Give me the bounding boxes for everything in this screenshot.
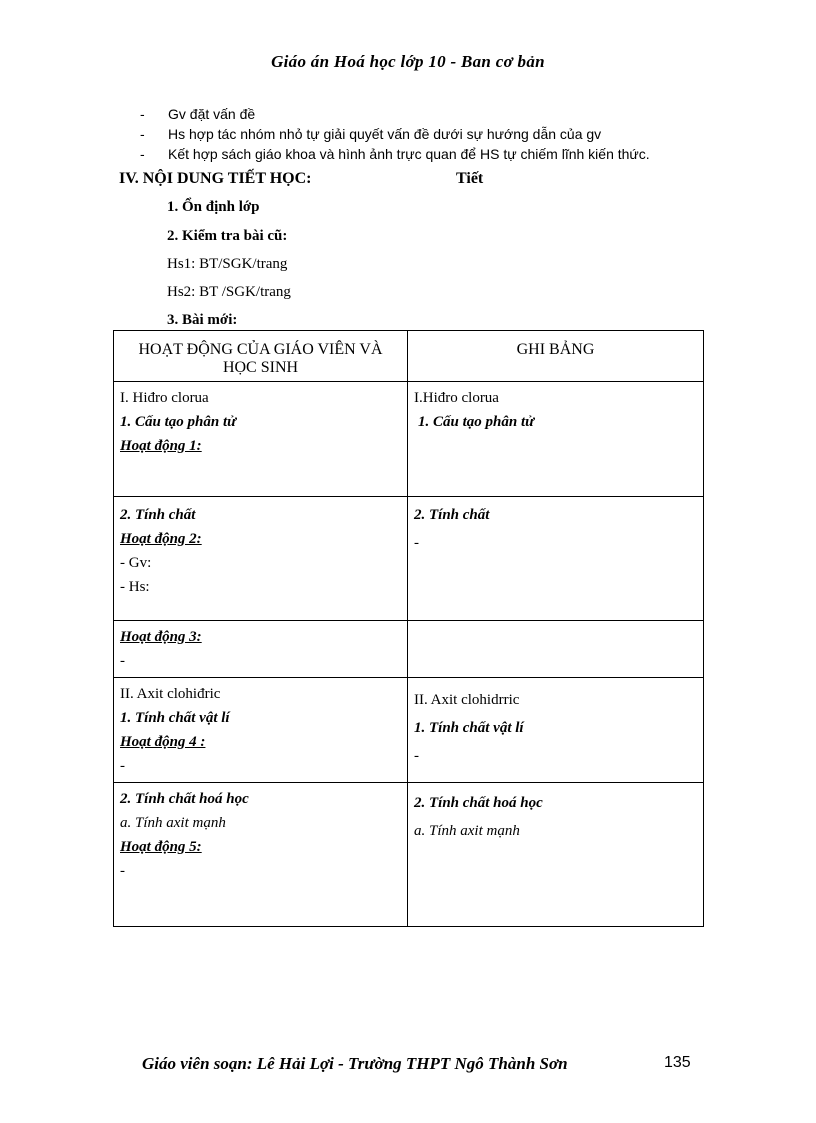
page-number: 135 bbox=[664, 1054, 691, 1071]
table-row bbox=[114, 783, 704, 927]
table-cell: 2. Tính chất Hoạt động 2: - Gv: - Hs: bbox=[114, 497, 408, 621]
col-activities-header: HOẠT ĐỘNG CỦA GIÁO VIÊN VÀ HỌC SINH bbox=[114, 331, 408, 382]
homework-1: Hs1: BT/SGK/trang bbox=[167, 256, 288, 272]
table-cell: 2. Tính chất - bbox=[408, 497, 704, 621]
homework-2: Hs2: BT /SGK/trang bbox=[167, 284, 291, 300]
table-cell: Hoạt động 3: - bbox=[114, 621, 408, 678]
step-2: 2. Kiểm tra bài cũ: bbox=[167, 228, 288, 244]
section-heading bbox=[119, 170, 484, 188]
lesson-table bbox=[113, 330, 704, 927]
col-board-header: GHI BẢNG bbox=[408, 331, 704, 382]
table-row bbox=[114, 678, 704, 783]
table-cell: 2. Tính chất hoá học a. Tính axit mạnh bbox=[408, 783, 704, 927]
table-cell: II. Axit clohiđric 1. Tính chất vật lí Hoạt động 4 : - bbox=[114, 678, 408, 783]
section-title: IV. NỘI DUNG TIẾT HỌC: bbox=[119, 170, 312, 187]
table-cell: I.Hiđro clorua 1. Cấu tạo phân tử bbox=[408, 382, 704, 497]
page-header: Giáo án Hoá học lớp 10 - Ban cơ bản bbox=[271, 52, 545, 71]
table-row bbox=[114, 621, 704, 678]
table-header-row bbox=[114, 331, 704, 382]
step-1: 1. Ổn định lớp bbox=[167, 199, 260, 215]
list-item: - Gv đặt vấn đề bbox=[140, 106, 256, 122]
page-footer: Giáo viên soạn: Lê Hải Lợi - Trường THPT Ngô Thành Sơn bbox=[142, 1054, 568, 1073]
method-list bbox=[140, 104, 650, 164]
table-row bbox=[114, 382, 704, 497]
list-item: - Kết hợp sách giáo khoa và hình ảnh trực quan để HS tự chiếm lĩnh kiến thức. bbox=[140, 146, 650, 162]
list-item: - Hs hợp tác nhóm nhỏ tự giải quyết vấn đề dưới sự hướng dẫn của gv bbox=[140, 126, 602, 142]
table-cell: 2. Tính chất hoá học a. Tính axit mạnh Hoạt động 5: - bbox=[114, 783, 408, 927]
table-row bbox=[114, 497, 704, 621]
period-label: Tiết bbox=[456, 170, 484, 187]
step-3: 3. Bài mới: bbox=[167, 312, 238, 328]
table-cell: II. Axit clohidrric 1. Tính chất vật lí - bbox=[408, 678, 704, 783]
table-cell bbox=[408, 621, 704, 678]
table-cell: I. Hiđro clorua 1. Cấu tạo phân tử Hoạt động 1: bbox=[114, 382, 408, 497]
